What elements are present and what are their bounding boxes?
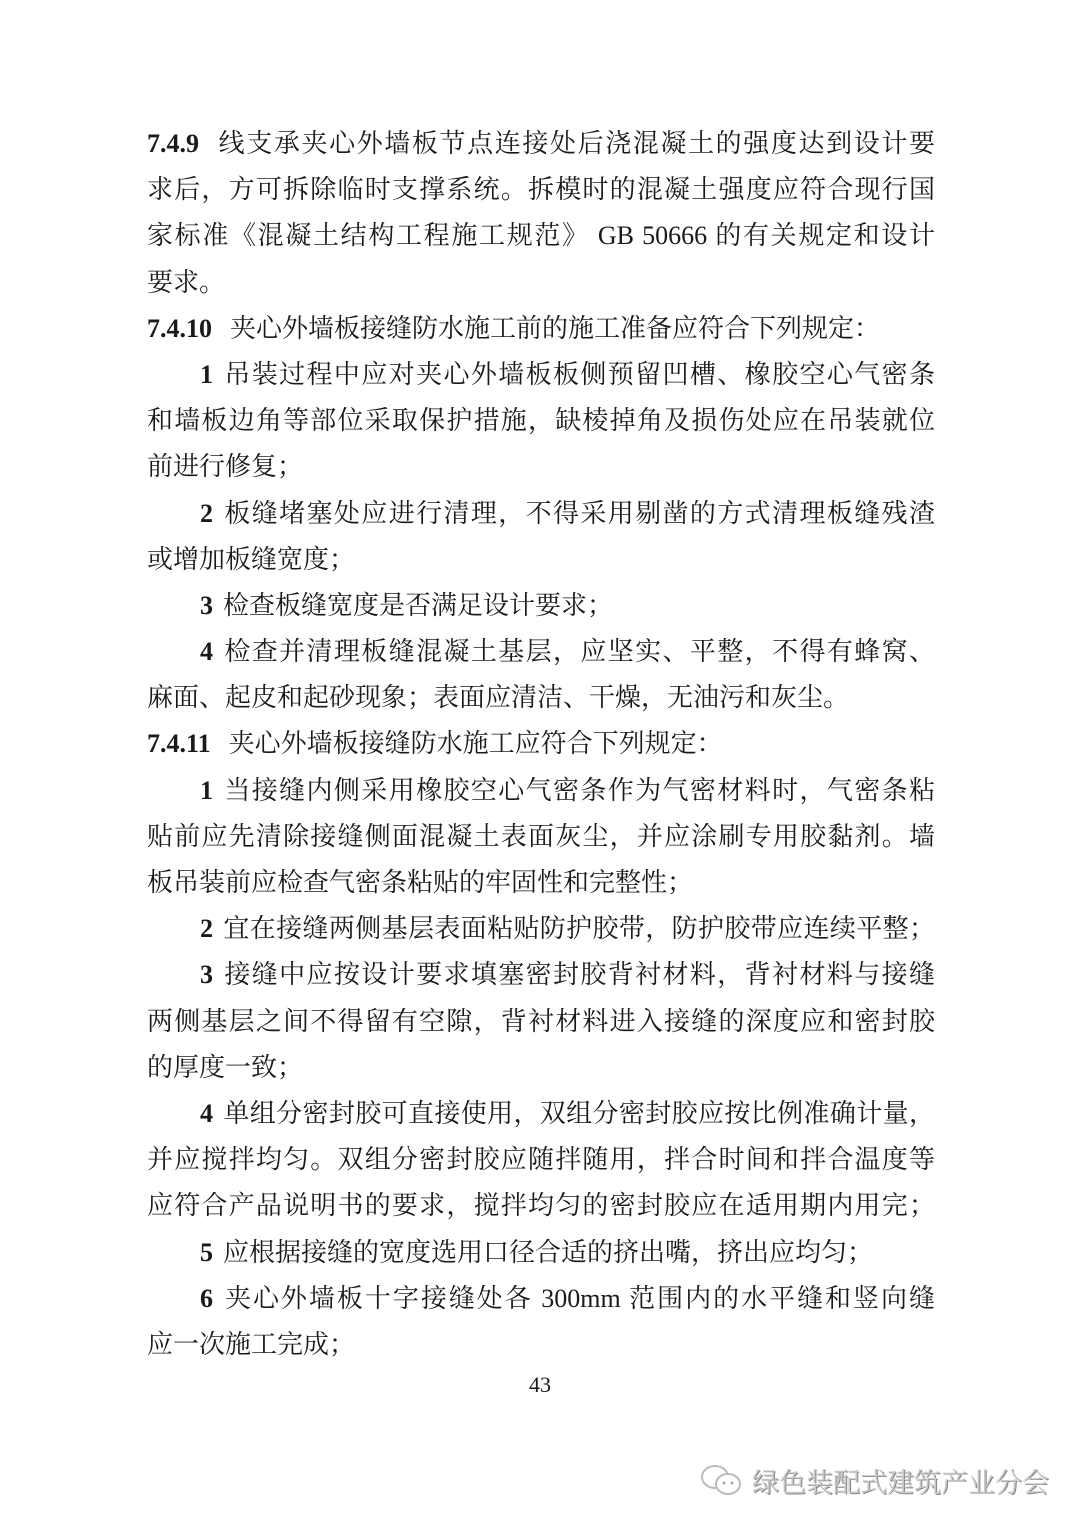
line-text: 贴前应先清除接缝侧面混凝土表面灰尘，并应涂刷专用胶黏剂。墙 xyxy=(147,821,935,851)
line-text: 应符合产品说明书的要求，搅拌均匀的密封胶应在适用期内用完； xyxy=(147,1191,935,1221)
text-line xyxy=(147,1186,935,1232)
line-text: 并应搅拌均匀。双组分密封胶应随拌随用，拌合时间和拌合温度等 xyxy=(147,1145,935,1175)
line-text: 应根据接缝的宽度选用口径合适的挤出嘴，挤出应均匀； xyxy=(223,1237,874,1267)
text-line xyxy=(147,494,935,540)
line-text: 检查板缝宽度是否满足设计要求； xyxy=(223,590,614,620)
line-text: 当接缝内侧采用橡胶空心气密条作为气密材料时，气密条粘 xyxy=(223,775,935,805)
clause-number: 6 xyxy=(200,1283,213,1313)
text-line xyxy=(147,632,935,678)
line-text: 吊装过程中应对夹心外墙板板侧预留凹槽、橡胶空心气密条 xyxy=(223,359,935,389)
clause-number: 4 xyxy=(200,637,213,667)
line-text: 前进行修复； xyxy=(147,452,304,482)
line-text: 线支承夹心外墙板节点连接处后浇混凝土的强度达到设计要 xyxy=(217,129,935,158)
line-text: 两侧基层之间不得留有空隙，背衬材料进入接缝的深度应和密封胶 xyxy=(147,1006,935,1036)
text-line xyxy=(147,1094,935,1140)
line-text: 家标准《混凝土结构工程施工规范》 GB 50666 的有关规定和设计 xyxy=(147,221,935,251)
text-line xyxy=(147,1279,935,1325)
clause-number: 1 xyxy=(200,359,213,389)
document-body xyxy=(147,124,935,1371)
text-line xyxy=(147,771,935,817)
clause-number: 7.4.9 xyxy=(147,129,199,158)
line-text: 板缝堵塞处应进行清理，不得采用剔凿的方式清理板缝残渣 xyxy=(223,498,935,528)
text-line xyxy=(147,955,935,1001)
text-line xyxy=(147,724,935,770)
clause-number: 3 xyxy=(200,590,213,620)
clause-number: 5 xyxy=(200,1237,213,1267)
watermark-text: 绿色装配式建筑产业分会 xyxy=(752,1468,1049,1499)
clause-number: 4 xyxy=(200,1098,213,1128)
text-line xyxy=(147,170,935,216)
clause-number: 1 xyxy=(200,775,213,805)
page-number: 43 xyxy=(529,1372,551,1397)
line-text: 的厚度一致； xyxy=(147,1052,304,1082)
line-text: 板吊装前应检查气密条粘贴的牢固性和完整性； xyxy=(147,868,694,897)
text-line xyxy=(147,540,935,586)
line-text: 麻面、起皮和起砂现象；表面应清洁、干燥，无油污和灰尘。 xyxy=(147,683,850,713)
text-line xyxy=(147,355,935,401)
text-line xyxy=(147,817,935,863)
clause-number: 2 xyxy=(200,914,213,944)
text-line xyxy=(147,1140,935,1186)
clause-number: 2 xyxy=(200,498,213,528)
text-line xyxy=(147,1002,935,1048)
line-text: 应一次施工完成； xyxy=(147,1329,356,1359)
text-line xyxy=(147,909,935,955)
clause-number: 7.4.10 xyxy=(147,313,212,343)
line-text: 单组分密封胶可直接使用，双组分密封胶应按比例准确计量， xyxy=(223,1098,935,1128)
text-line xyxy=(147,216,935,262)
line-text: 夹心外墙板接缝防水施工前的施工准备应符合下列规定： xyxy=(230,313,881,343)
text-line xyxy=(147,447,935,493)
text-line xyxy=(147,1325,935,1371)
line-text: 要求。 xyxy=(147,267,226,297)
line-text: 夹心外墙板接缝防水施工应符合下列规定： xyxy=(228,729,723,759)
text-line xyxy=(147,863,935,909)
text-line xyxy=(147,263,935,309)
clause-number: 7.4.11 xyxy=(147,729,211,759)
text-line xyxy=(147,124,935,170)
line-text: 夹心外墙板十字接缝处各 300mm 范围内的水平缝和竖向缝 xyxy=(223,1283,935,1313)
text-line xyxy=(147,1048,935,1094)
line-text: 求后，方可拆除临时支撑系统。拆模时的混凝土强度应符合现行国 xyxy=(147,175,935,205)
line-text: 检查并清理板缝混凝土基层，应坚实、平整，不得有蜂窝、 xyxy=(223,637,935,667)
text-line xyxy=(147,309,935,355)
line-text: 和墙板边角等部位采取保护措施，缺棱掉角及损伤处应在吊装就位 xyxy=(147,406,935,436)
watermark xyxy=(700,1461,1049,1500)
text-line xyxy=(147,678,935,724)
wechat-icon xyxy=(700,1464,744,1498)
line-text: 或增加板缝宽度； xyxy=(147,544,356,574)
text-line xyxy=(147,586,935,632)
text-line xyxy=(147,401,935,447)
text-line xyxy=(147,1233,935,1279)
clause-number: 3 xyxy=(200,960,213,990)
line-text: 接缝中应按设计要求填塞密封胶背衬材料，背衬材料与接缝 xyxy=(223,960,935,990)
line-text: 宜在接缝两侧基层表面粘贴防护胶带，防护胶带应连续平整； xyxy=(223,914,935,944)
